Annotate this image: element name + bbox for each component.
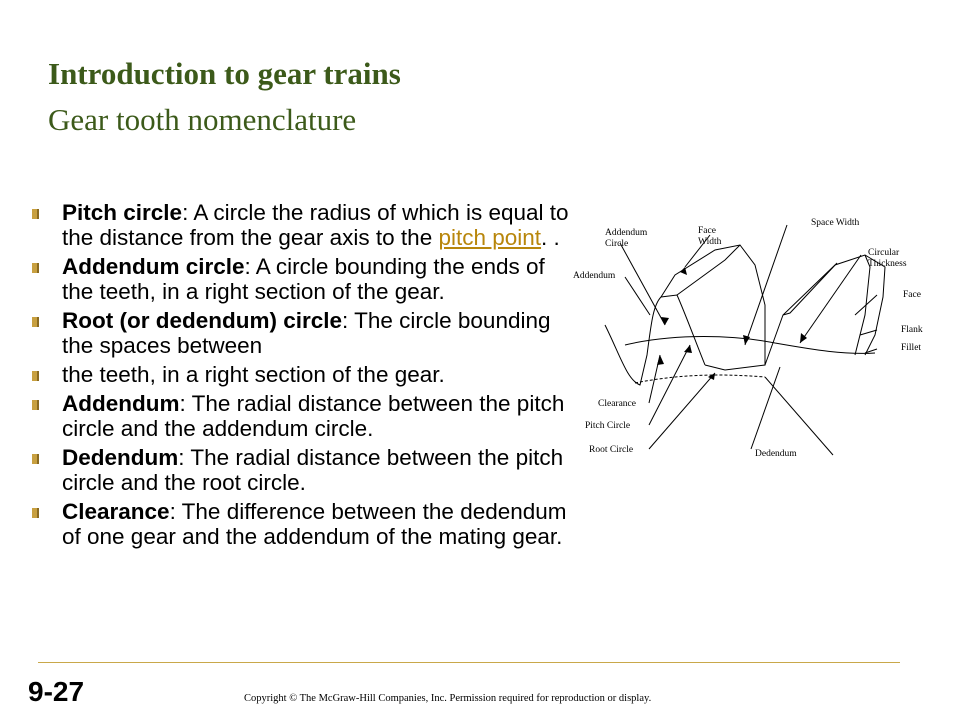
bullet-addendum-circle — [30, 254, 570, 304]
right-tooth-outline — [765, 255, 885, 365]
bullet-text: : The radial distance between the pitch circle and the addendum circle. — [62, 391, 565, 441]
footer-divider — [38, 662, 900, 663]
face-width-label-2: Width — [698, 237, 722, 247]
circular-thickness-label-1: Circular — [868, 248, 900, 258]
copyright-notice: Copyright © The McGraw-Hill Companies, Inc. Permission required for reproduction or display. — [244, 693, 652, 704]
gear-tooth-diagram — [565, 205, 935, 465]
bullet-marker-icon — [32, 263, 39, 273]
bullet-text: : The circle bounding the spaces between — [62, 308, 551, 358]
center-tooth-outline — [661, 245, 765, 370]
bullet-term: Pitch circle — [62, 200, 183, 225]
clearance-label: Clearance — [598, 399, 636, 409]
bullet-clearance — [30, 499, 570, 549]
pitch-circle-label: Pitch Circle — [585, 421, 631, 431]
bullet-marker-icon — [32, 317, 39, 327]
slide-title: Introduction to gear trains — [48, 56, 401, 91]
bullet-root-circle-continued — [30, 362, 570, 387]
fillet-label: Fillet — [901, 343, 922, 353]
bullet-marker-icon — [32, 454, 39, 464]
flank-label: Flank — [901, 325, 923, 335]
addendum-circle-label-1: Addendum — [605, 228, 648, 238]
bullet-marker-icon — [32, 400, 39, 410]
bullet-term: Dedendum — [62, 445, 179, 470]
bullet-text-end: . . — [541, 225, 560, 250]
bullet-term: Root (or dedendum) circle — [62, 308, 343, 333]
space-width-label: Space Width — [811, 218, 860, 228]
bullet-dedendum — [30, 445, 570, 495]
circular-thickness-label-2: Thickness — [868, 259, 907, 269]
bullet-marker-icon — [32, 371, 39, 381]
root-circle-label: Root Circle — [589, 445, 634, 455]
bullet-term: Clearance — [62, 499, 170, 524]
slide-subtitle: Gear tooth nomenclature — [48, 102, 357, 137]
bullet-marker-icon — [32, 508, 39, 518]
bullet-pitch-circle — [30, 200, 570, 250]
pitch-circle-line — [625, 337, 875, 354]
addendum-label: Addendum — [573, 271, 616, 281]
bullet-addendum — [30, 391, 570, 441]
bullet-term: Addendum circle — [62, 254, 245, 279]
bullet-marker-icon — [32, 209, 39, 219]
bullet-text: : The radial distance between the pitch circle and the root circle. — [62, 445, 564, 495]
bullet-text: the teeth, in a right section of the gear. — [62, 362, 445, 387]
bullet-list — [30, 200, 570, 553]
face-width-label-1: Face — [698, 226, 716, 236]
bullet-text: : The difference between the dedendum of one gear and the addendum of the mating gear. — [62, 499, 567, 549]
bullet-text: : A circle the radius of which is equal to the distance from the gear axis to the — [62, 200, 569, 250]
pitch-point-link[interactable]: pitch point — [438, 225, 542, 250]
bullet-text: : A circle bounding the ends of the teeth, in a right section of the gear. — [62, 254, 545, 304]
bullet-term: Addendum — [62, 391, 180, 416]
center-tooth-face — [677, 245, 740, 295]
face-label: Face — [903, 290, 921, 300]
right-tooth-back — [855, 255, 870, 355]
dedendum-label: Dedendum — [755, 449, 797, 459]
addendum-circle-label-2: Circle — [605, 239, 629, 249]
bullet-root-circle — [30, 308, 570, 358]
slide-number: 9-27 — [28, 676, 85, 707]
